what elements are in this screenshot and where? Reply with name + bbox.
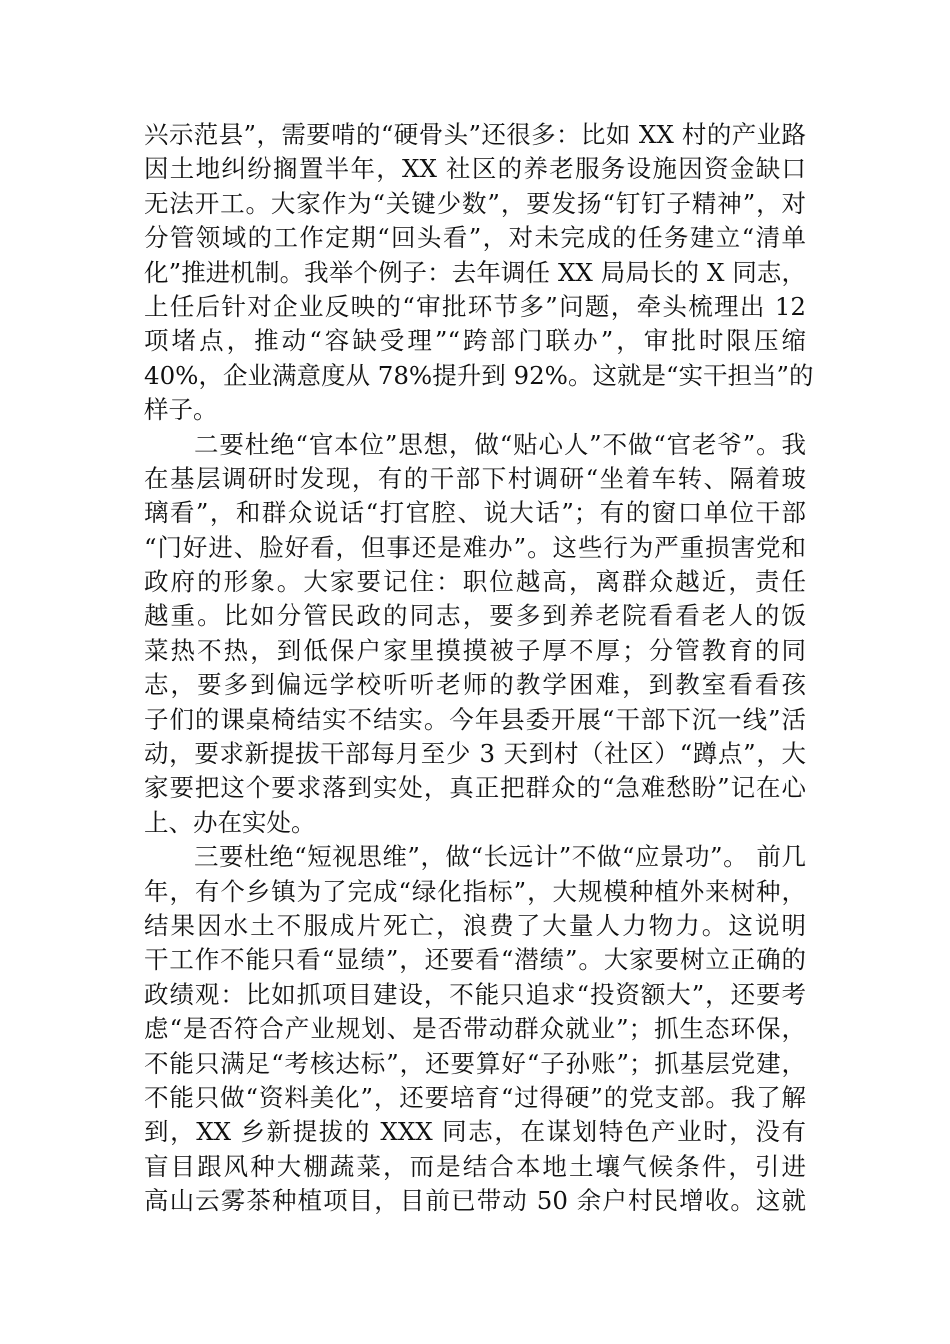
text-line: 不能只做“资料美化”，还要培育“过得硬”的党支部。我了解: [144, 1082, 806, 1112]
text-line: 二要杜绝“官本位”思想，做“贴心人”不做“官老爷”。我: [194, 429, 806, 459]
text-line: 子们的课桌椅结实不结实。今年县委开展“干部下沉一线”活: [144, 704, 806, 734]
text-line: 年，有个乡镇为了完成“绿化指标”，大规模种植外来树种，: [144, 876, 806, 906]
text-line: 在基层调研时发现，有的干部下村调研“坐着车转、隔着玻: [144, 463, 806, 493]
text-line: 越重。比如分管民政的同志，要多到养老院看看老人的饭: [144, 601, 806, 631]
document-body: [144, 118, 814, 1219]
paragraph-3: [144, 840, 806, 1218]
text-line: 到，XX 乡新提拔的 XXX 同志，在谋划特色产业时，没有: [144, 1117, 806, 1147]
text-line: 化”推进机制。我举个例子：去年调任 XX 局局长的 X 同志，: [144, 257, 806, 287]
text-line: 不能只满足“考核达标”，还要算好“子孙账”；抓基层党建，: [144, 1048, 806, 1078]
text-line: “门好进、脸好看，但事还是难办”。这些行为严重损害党和: [144, 532, 806, 562]
text-line: 三要杜绝“短视思维”，做“长远计”不做“应景功”。 前几: [194, 842, 806, 872]
paragraph-1: [144, 118, 814, 428]
paragraph-2: [144, 428, 806, 841]
text-line: 兴示范县”，需要啃的“硬骨头”还很多：比如 XX 村的产业路: [144, 120, 806, 149]
text-line: 样子。: [144, 395, 218, 425]
text-line: 政府的形象。大家要记住：职位越高，离群众越近，责任: [144, 567, 806, 597]
text-line: 因土地纠纷搁置半年，XX 社区的养老服务设施因资金缺口: [144, 154, 806, 184]
text-line: 志，要多到偏远学校听听老师的教学困难，到教室看看孩: [144, 670, 806, 700]
text-line: 上任后针对企业反映的“审批环节多”问题，牵头梳理出 12: [144, 291, 806, 321]
text-line: 40%，企业满意度从 78%提升到 92%。这就是“实干担当”的: [144, 360, 814, 390]
text-line: 项堵点，推动“容缺受理”“跨部门联办”，审批时限压缩: [144, 326, 806, 356]
text-line: 结果因水土不服成片死亡，浪费了大量人力物力。这说明: [144, 910, 806, 940]
text-line: 政绩观：比如抓项目建设，不能只追求“投资额大”，还要考: [144, 979, 806, 1009]
text-line: 高山云雾茶种植项目，目前已带动 50 余户村民增收。这就: [144, 1186, 806, 1216]
text-line: 干工作不能只看“显绩”，还要看“潜绩”。大家要树立正确的: [144, 945, 806, 975]
text-line: 菜热不热，到低保户家里摸摸被子厚不厚；分管教育的同: [144, 635, 806, 665]
text-line: 家要把这个要求落到实处，真正把群众的“急难愁盼”记在心: [144, 773, 806, 803]
text-line: 无法开工。大家作为“关键少数”，要发扬“钉钉子精神”，对: [144, 188, 806, 218]
text-line: 上、办在实处。: [144, 807, 316, 837]
text-line: 璃看”，和群众说话“打官腔、说大话”；有的窗口单位干部: [144, 498, 806, 528]
text-line: 虑“是否符合产业规划、是否带动群众就业”；抓生态环保，: [144, 1014, 806, 1044]
text-line: 分管领域的工作定期“回头看”，对未完成的任务建立“清单: [144, 223, 806, 253]
text-line: 盲目跟风种大棚蔬菜，而是结合本地土壤气候条件，引进: [144, 1151, 806, 1181]
text-line: 动，要求新提拔干部每月至少 3 天到村（社区）“蹲点”，大: [144, 739, 806, 769]
